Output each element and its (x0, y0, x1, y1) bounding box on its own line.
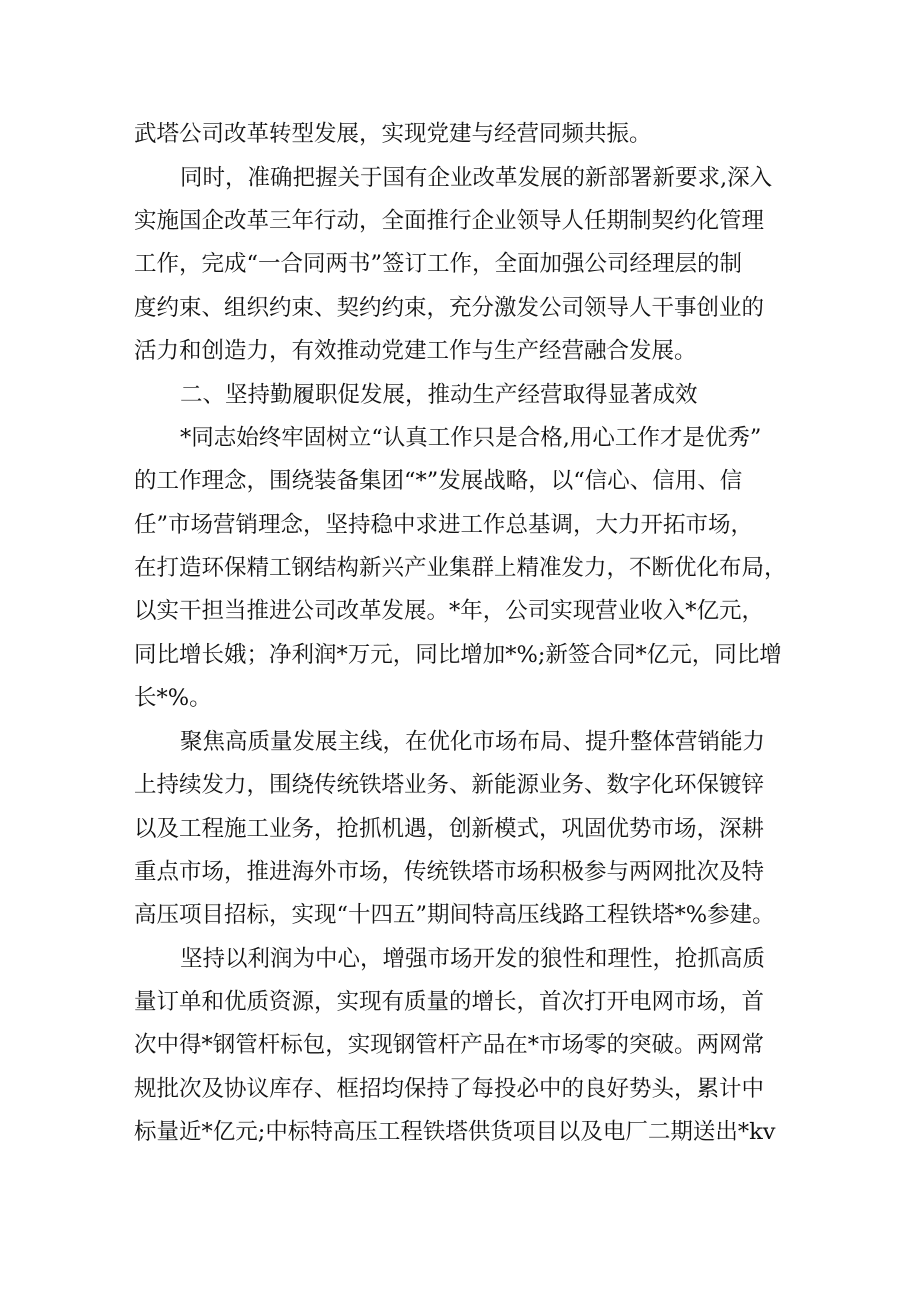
paragraph-line-11: 在打造环保精工钢结构新兴产业集群上精准发力，不断优化布局， (134, 555, 787, 581)
paragraph-line-12: 以实干担当推进公司改革发展。*年，公司实现营业收入*亿元， (134, 598, 765, 624)
paragraph-line-9: 的工作理念，围绕装备集团“*”发展战略，以“信心、信用、信 (134, 468, 743, 494)
paragraph-line-1: 武塔公司改革转型发展，实现党建与经营同频共振。 (134, 121, 652, 147)
paragraph-line-16: 上持续发力，围绕传统铁塔业务、新能源业务、数字化环保镀锌 (134, 772, 765, 798)
paragraph-line-19: 高压项目招标，实现“十四五”期间特高压线路工程铁塔*%参建。 (134, 902, 775, 928)
section-heading: 二、坚持勤履职促发展，推动生产经营取得显著成效 (180, 382, 698, 408)
paragraph-line-3: 实施国企改革三年行动，全面推行企业领导人任期制契约化管理 (134, 208, 765, 234)
paragraph-line-20: 坚持以利润为中心，增强市场开发的狼性和理性，抢抓高质 (180, 946, 766, 972)
paragraph-line-17: 以及工程施工业务，抢抓机遇，创新模式，巩固优势市场，深耕 (134, 816, 765, 842)
paragraph-line-13: 同比增长娥；净利润*万元，同比增加*%;新签合同*亿元，同比增 (134, 642, 782, 668)
paragraph-line-10: 任”市场营销理念，坚持稳中求进工作总基调，大力开拓市场， (134, 512, 754, 538)
paragraph-line-14: 长*%。 (134, 685, 212, 711)
paragraph-line-23: 规批次及协议库存、框招均保持了每投必中的良好势头，累计中 (134, 1076, 765, 1102)
paragraph-line-4: 工作，完成“一合同两书”签订工作，全面加强公司经理层的制 (134, 251, 743, 277)
paragraph-line-18: 重点市场，推进海外市场，传统铁塔市场积极参与两网批次及特 (134, 859, 765, 885)
paragraph-line-8: *同志始终牢固树立“认真工作只是合格,用心工作才是优秀” (180, 425, 762, 451)
paragraph-line-21: 量订单和优质资源，实现有质量的增长，首次打开电网市场，首 (134, 989, 765, 1015)
paragraph-line-6: 活力和创造力，有效推动党建工作与生产经营融合发展。 (134, 338, 697, 364)
paragraph-line-15: 聚焦高质量发展主线，在优化市场布局、提升整体营销能力 (180, 729, 766, 755)
paragraph-line-22: 次中得*钢管杆标包，实现钢管杆产品在*市场零的突破。两网常 (134, 1032, 765, 1058)
paragraph-line-24: 标量近*亿元;中标特高压工程铁塔供货项目以及电厂二期送出*kv (134, 1119, 776, 1145)
paragraph-line-2: 同时，准确把握关于国有企业改革发展的新部署新要求,深入 (180, 165, 773, 191)
paragraph-line-5: 度约束、组织约束、契约约束，充分激发公司领导人干事创业的 (134, 295, 765, 321)
